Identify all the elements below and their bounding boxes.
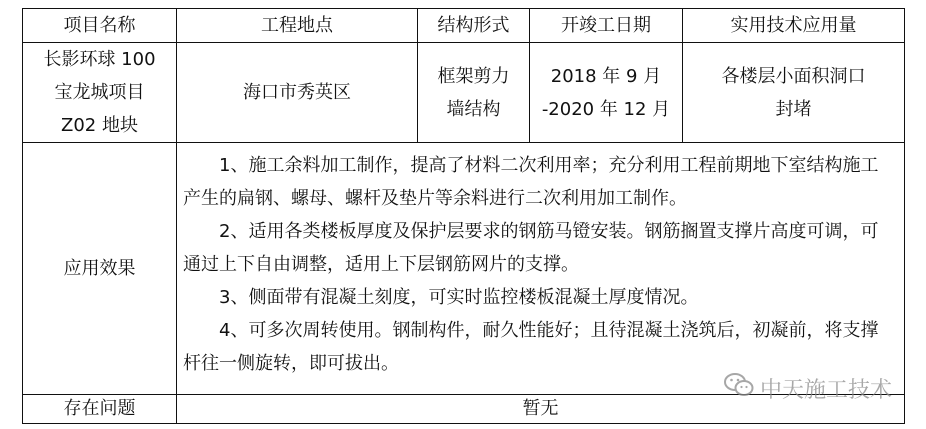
issue-label: 存在问题 [23, 395, 177, 424]
project-name-line: Z02 地块 [61, 115, 138, 136]
issue-value: 暂无 [177, 395, 905, 424]
dates-line: 2018 年 9 月 [550, 65, 662, 87]
effect-item: 2、适用各类楼板厚度及保护层要求的钢筋马镫安装。钢筋搁置支撑片高度可调，可通过上下自由调整，适用上下层钢筋网片的支撑。 [183, 221, 879, 275]
application-line: 各楼层小面积洞口 [721, 65, 866, 87]
header-row [23, 9, 905, 43]
dates-cell [530, 43, 683, 143]
project-name-line: 长影环球 100 [43, 49, 156, 70]
watermark-text: 中天施工技术 [760, 377, 893, 403]
header-project-name: 项目名称 [23, 9, 177, 43]
effect-label: 应用效果 [23, 143, 177, 395]
location-cell: 海口市秀英区 [177, 43, 418, 143]
header-structure: 结构形式 [418, 9, 530, 43]
watermark [724, 372, 892, 404]
project-table [22, 8, 905, 424]
application-line: 封堵 [775, 98, 812, 120]
effect-content [177, 143, 905, 395]
effect-item: 1、施工余料加工制作，提高了材料二次利用率；充分利用工程前期地下室结构施工产生的扁钢、螺母、螺杆及垫片等余料进行二次利用加工制作。 [183, 155, 879, 209]
dates-line: -2020 年 12 月 [541, 98, 671, 120]
header-application: 实用技术应用量 [683, 9, 905, 43]
structure-line: 框架剪力 [437, 65, 510, 87]
project-name-line: 宝龙城项目 [54, 82, 145, 103]
application-cell [683, 43, 905, 143]
effect-row [23, 143, 905, 395]
structure-line: 墙结构 [446, 98, 501, 120]
wechat-icon [724, 372, 760, 404]
project-name-cell [23, 43, 177, 143]
structure-cell [418, 43, 530, 143]
header-location: 工程地点 [177, 9, 418, 43]
effect-item: 4、可多次周转使用。钢制构件，耐久性能好；且待混凝土浇筑后，初凝前，将支撑杆往一侧旋转，即可拔出。 [183, 320, 879, 374]
header-dates: 开竣工日期 [530, 9, 683, 43]
effect-item: 3、侧面带有混凝土刻度，可实时监控楼板混凝土厚度情况。 [219, 287, 699, 308]
info-row [23, 43, 905, 143]
